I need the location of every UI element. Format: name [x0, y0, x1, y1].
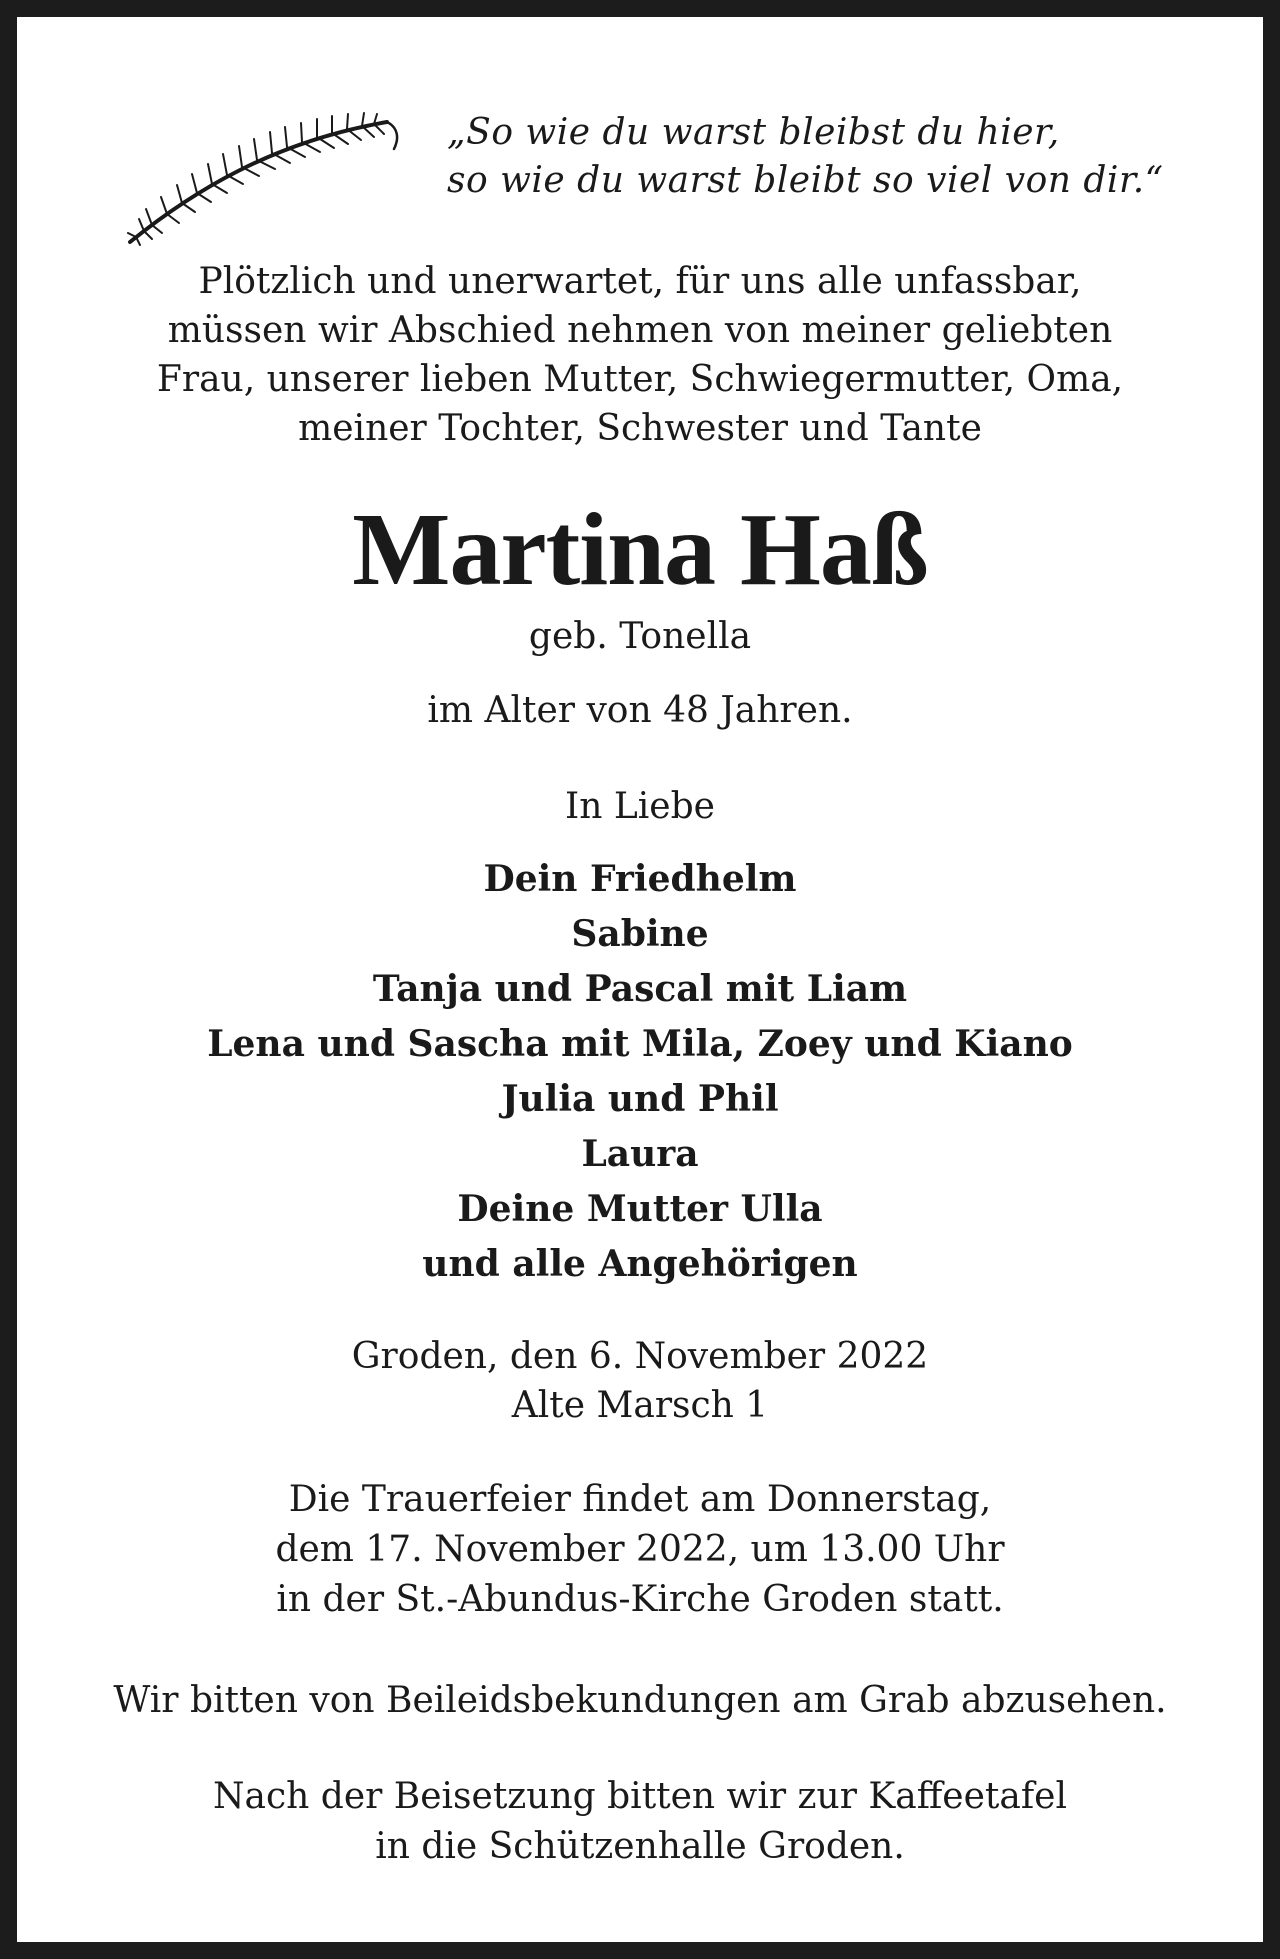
- intro-line: müssen wir Abschied nehmen von meiner geliebten: [167, 310, 1113, 351]
- condolence-request: Wir bitten von Beileidsbekundungen am Grab abzusehen.: [113, 1680, 1167, 1721]
- mourner-line: Tanja und Pascal mit Liam: [372, 968, 908, 1010]
- coffee-line: in die Schützenhalle Groden.: [375, 1826, 905, 1867]
- funeral-service-info: [34, 1475, 1246, 1625]
- palm-branch-icon: [122, 97, 402, 257]
- quote-line: „So wie du warst bleibst du hier,: [447, 112, 1060, 153]
- service-line: in der St.-Abundus-Kirche Groden statt.: [276, 1579, 1004, 1620]
- place-date-line: Groden, den 6. November 2022: [351, 1336, 929, 1377]
- deceased-name: Martina Haß: [352, 492, 928, 607]
- intro-text: [34, 257, 1246, 453]
- intro-line: Frau, unserer lieben Mutter, Schwiegermutter, Oma,: [156, 359, 1124, 400]
- mourners-list: [34, 852, 1246, 1292]
- address-line: Alte Marsch 1: [511, 1385, 769, 1426]
- maiden-name: geb. Tonella: [528, 616, 752, 657]
- quote: [447, 109, 1164, 205]
- mourner-line: Laura: [581, 1133, 699, 1175]
- mourner-line: Dein Friedhelm: [483, 858, 797, 900]
- mourner-line: Deine Mutter Ulla: [457, 1188, 823, 1230]
- coffee-invitation: [34, 1772, 1246, 1872]
- mourner-line: Julia und Phil: [501, 1078, 779, 1120]
- place-date: [34, 1332, 1246, 1430]
- mourner-line: und alle Angehörigen: [422, 1243, 858, 1285]
- mourner-line: Lena und Sascha mit Mila, Zoey und Kiano: [207, 1023, 1073, 1065]
- coffee-line: Nach der Beisetzung bitten wir zur Kaffeetafel: [213, 1776, 1067, 1817]
- service-line: Die Trauerfeier findet am Donnerstag,: [288, 1479, 992, 1520]
- intro-line: Plötzlich und unerwartet, für uns alle unfassbar,: [198, 261, 1082, 302]
- service-line: dem 17. November 2022, um 13.00 Uhr: [275, 1529, 1005, 1570]
- mourner-line: Sabine: [571, 913, 709, 955]
- quote-line: so wie du warst bleibt so viel von dir.“: [447, 160, 1164, 201]
- intro-line: meiner Tochter, Schwester und Tante: [298, 408, 982, 449]
- closing-phrase: In Liebe: [565, 786, 715, 827]
- age-text: im Alter von 48 Jahren.: [427, 690, 853, 731]
